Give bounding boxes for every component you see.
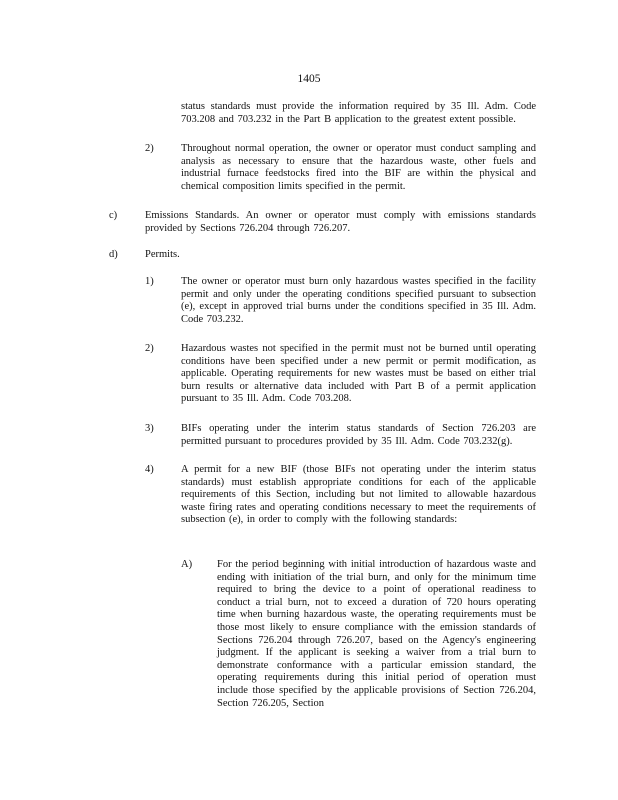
d3-marker: 3) (145, 423, 154, 434)
d4-text: A permit for a new BIF (those BIFs not operating under the interim status standards) must establish appropriate conditions for each of the applicable requirements of this Section, including but not limited to allowable hazardous waste firing rates and operating conditions necessary to meet the requirements of subsection (e), in order to comply with the following standards: (181, 464, 536, 526)
d3-text: BIFs operating under the interim status standards of Section 726.203 are permitted pursuant to procedures provided by 35 Ill. Adm. Code 703.232(g). (181, 423, 536, 447)
item-d-marker: d) (109, 249, 118, 260)
d1-text: The owner or operator must burn only hazardous wastes specified in the facility permit and only under the operating conditions specified pursuant to subsection (e), except in approved trial burns under the conditions specified in 35 Ill. Adm. Code 703.232. (181, 276, 536, 325)
d2-text: Hazardous wastes not specified in the permit must not be burned until operating conditions have been specified under a new permit or permit modification, as applicable. Operating requirements for new wastes must be based on either trial burn results or alternative data included with Part B of a permit application pursuant to 35 Ill. Adm. Code 703.208. (181, 343, 536, 405)
continuation-paragraph: status standards must provide the information required by 35 Ill. Adm. Code 703.208 and 703.232 in the Part B application to the greatest extent possible. (181, 101, 536, 125)
page-number: 1405 (297, 73, 321, 85)
d4A-text: For the period beginning with initial introduction of hazardous waste and ending with initiation of the trial burn, and only for the minimum time required to bring the device to a point of operational readiness to conduct a trial burn, not to exceed a duration of 720 hours operating time when burning hazardous waste, the operating requirements must be those most likely to ensure compliance with the emission standards of Sections 726.204 through 726.207, based on the Agency's engineering judgment. If the applicant is seeking a waiver from a trial burn to demonstrate conformance with a particular emission standard, the operating requirements during this initial period of operation must include those specified by the applicable provisions of Section 726.204, Section 726.205, Section (217, 559, 536, 709)
item-c-marker: c) (109, 210, 118, 221)
d2-marker: 2) (145, 343, 154, 354)
item-c-text: Emissions Standards. An owner or operator must comply with emissions standards provided by Sections 726.204 through 726.207. (145, 210, 536, 234)
item-2-text: Throughout normal operation, the owner or operator must conduct sampling and analysis as necessary to ensure that the hazardous waste, other fuels and industrial furnace feedstocks fired into the BIF are within the physical and chemical composition limits specified in the permit. (181, 143, 536, 192)
d4-marker: 4) (145, 464, 154, 475)
d1-marker: 1) (145, 276, 154, 287)
item-d-heading: Permits. (145, 249, 180, 260)
item-2-marker: 2) (145, 143, 154, 154)
d4A-marker: A) (181, 559, 193, 570)
